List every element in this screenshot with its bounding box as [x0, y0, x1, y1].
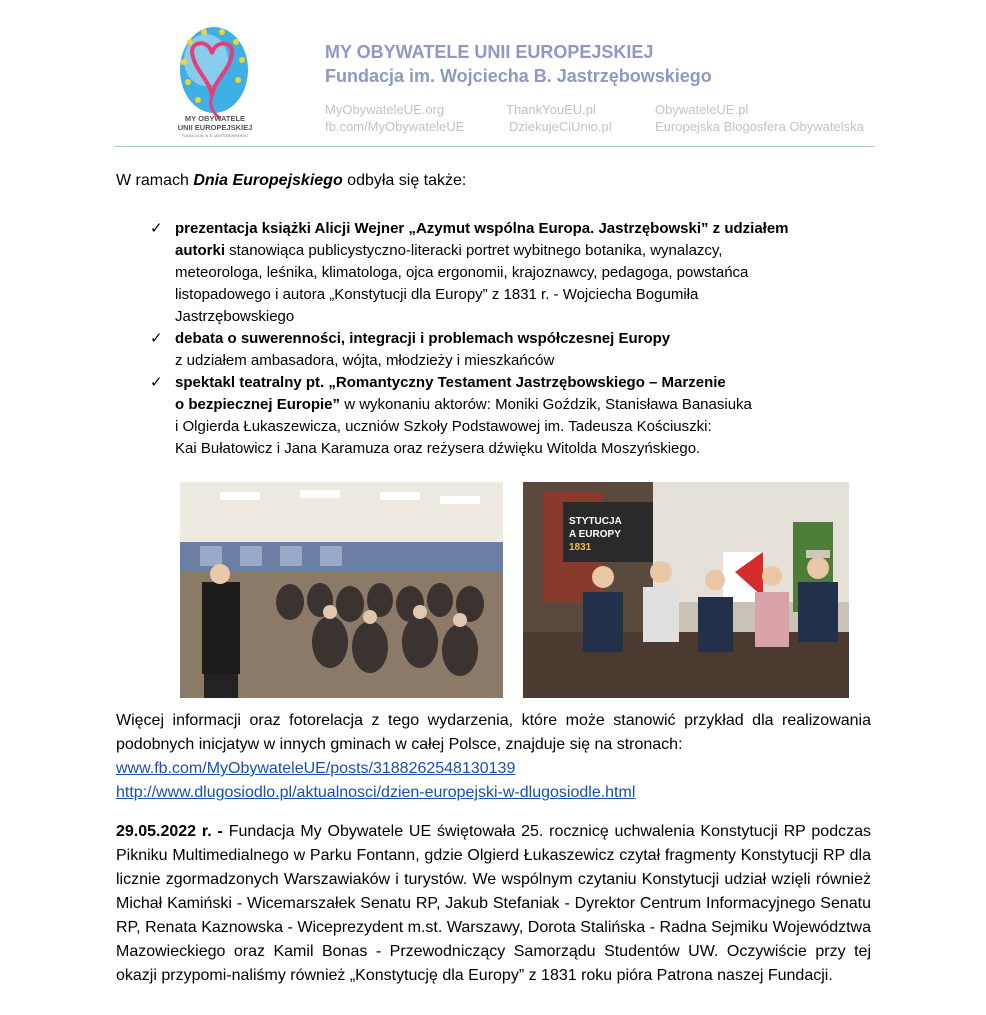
- svg-text:1831: 1831: [569, 542, 592, 553]
- svg-text:MY OBYWATELE: MY OBYWATELE: [184, 114, 246, 123]
- svg-text:STYTUCJA: STYTUCJA: [569, 516, 622, 527]
- header-links-col1: [325, 101, 464, 135]
- event-photo-panel: [523, 482, 849, 698]
- bullet-debate: ✓ debata o suwerenności, integracji i problemach współczesnej Europy z udziałem ambasadora, wójta, młodzieży i mieszkańców: [150, 330, 671, 369]
- header-link[interactable]: ObywateleUE.pl: [655, 102, 749, 117]
- org-title: MY OBYWATELE UNII EUROPEJSKIEJ: [325, 42, 654, 62]
- checkmark-icon: ✓: [150, 220, 163, 237]
- header-link[interactable]: MyObywateleUE.org: [325, 102, 445, 117]
- svg-text:A EUROPY: A EUROPY: [569, 529, 621, 540]
- letterhead: [0, 0, 986, 150]
- constitution-day-paragraph: 29.05.2022 r. - Fundacja My Obywatele UE świętowała 25. rocznicę uchwalenia Konstytucji RP podczas Pikniku Multimedialnego w Parku Fontann, gdzie Olgierd Łukaszewicz czytał fragmenty Konstytucji RP dla licznie zgormadzonych Warszawiaków i turystów. We wspólnym czytaniu Konstytucji udział wzięli również Michał Kamiński - Wicemarszałek Senatu RP, Jakub Stefaniak - Dyrektor Centrum Informacyjnego Senatu RP, Renata Kaznowska - Wiceprezydent m.st. Warszawy, Dorota Stalińska - Radna Sejmiku Województwa Mazowieckiego oraz Kamil Bonas - Przewodniczący Samorządu Studentów UW. Oczywiście przy tej okazji przypomi-naliśmy również „Konstytucję dla Europy” z 1831 roku pióra Patrona naszej Fundacji.: [116, 823, 871, 984]
- dlugosiodlo-article-link[interactable]: http://www.dlugosiodlo.pl/aktualnosci/dzien-europejski-w-dlugosiodle.html: [116, 784, 636, 801]
- facebook-post-link[interactable]: www.fb.com/MyObywateleUE/posts/3188262548130139: [116, 760, 516, 777]
- svg-text:FUNDACJA IM. W. B. JASTRZĘBOWS: FUNDACJA IM. W. B. JASTRZĘBOWSKIEGO: [182, 134, 248, 138]
- org-subtitle: Fundacja im. Wojciecha B. Jastrzębowskiego: [325, 66, 712, 86]
- foundation-logo: [170, 22, 260, 142]
- event-date: 29.05.2022 r. -: [116, 823, 223, 840]
- header-link[interactable]: ThankYouEU.pl: [506, 102, 596, 117]
- event-name: Dnia Europejskiego: [193, 172, 343, 189]
- header-link[interactable]: Europejska Blogosfera Obywatelska: [655, 119, 864, 134]
- header-link[interactable]: fb.com/MyObywateleUE: [325, 119, 465, 134]
- bullet-book-presentation: ✓ prezentacja książki Alicji Wejner „Azymut wspólna Europa. Jastrzębowski” z udziałem autorki stanowiąca publicystyczno-literacki portret wybitnego botanika, wynalazcy, meteorologa, leśnika, klimatologa, ojca ergonomii, krajoznawcy, pedagoga, powstańca listopadowego i autora „Konstytucji dla Europy” z 1831 r. - Wojciecha Bogumiła Jastrzębowskiego: [150, 220, 789, 325]
- header-divider: [115, 146, 875, 147]
- intro-sentence: W ramach Dnia Europejskiego odbyła się także:: [116, 172, 467, 189]
- svg-text:UNII EUROPEJSKIEJ: UNII EUROPEJSKIEJ: [177, 123, 253, 132]
- bullet-list: [150, 218, 870, 460]
- bullet-theatre-play: ✓ spektakl teatralny pt. „Romantyczny Testament Jastrzębowskiego – Marzenie o bezpiecznej Europie” w wykonaniu aktorów: Moniki Goździk, Stanisława Banasiuka i Olgierda Łukaszewicza, uczniów Szkoły Podstawowej im. Tadeusza Kościuszki: Kai Bułatowicz i Jana Karamuza oraz reżysera dźwięku Witolda Moszyńskiego.: [150, 374, 752, 457]
- checkmark-icon: ✓: [150, 330, 163, 347]
- event-photo-audience: [180, 482, 503, 698]
- checkmark-icon: ✓: [150, 374, 163, 391]
- more-info-paragraph: Więcej informacji oraz fotorelacja z tego wydarzenia, które może stanowić przykład dla realizowania podobnych inicjatyw w innych gminach w całej Polsce, znajduje się na stronach: www.fb.com/MyObywateleUE/posts/3188262548130139 http://www.dlugosiodlo.pl/aktualnosci/dzien-europejski-w-dlugosiodle.html: [116, 709, 871, 805]
- header-links-col3: [655, 101, 864, 135]
- header-links-col2: [506, 101, 612, 135]
- header-link[interactable]: DziekujeCiUnio.pl: [509, 119, 612, 134]
